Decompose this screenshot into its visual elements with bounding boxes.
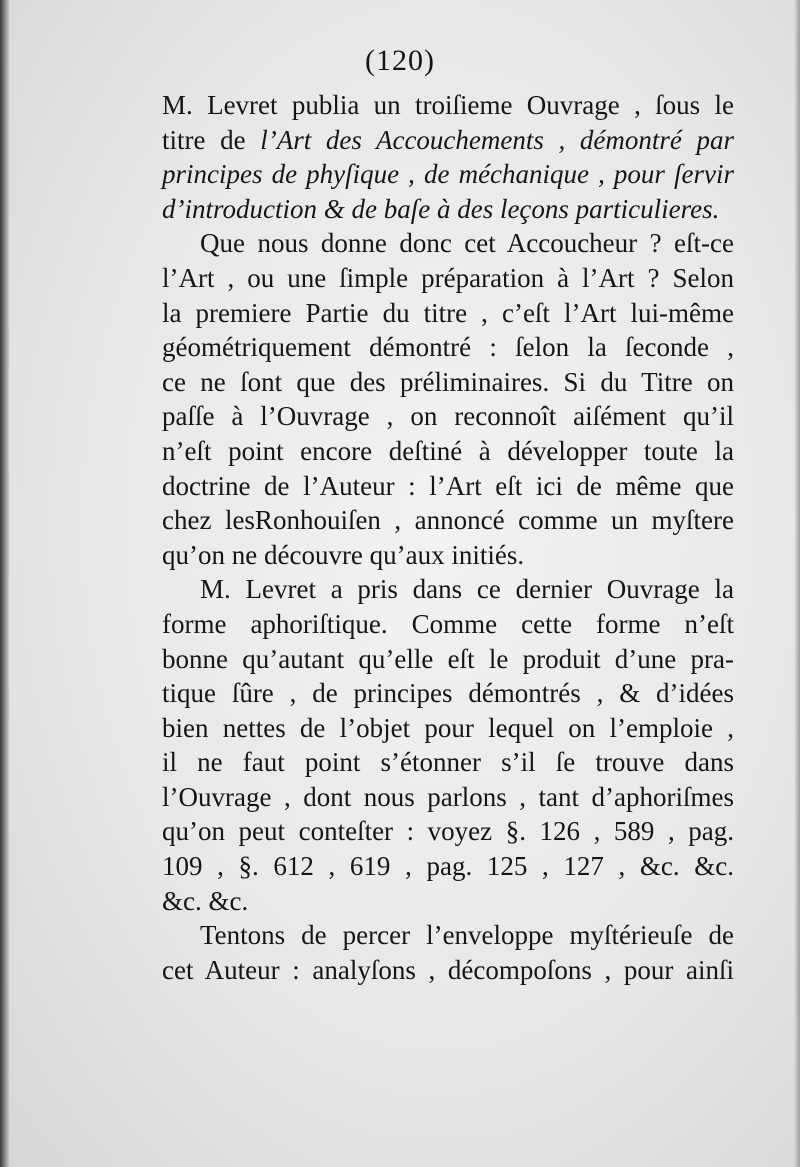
text-line: il ne faut point s’étonner s’il ſe trouve dans bbox=[162, 747, 734, 778]
text-line: &c. &c. bbox=[162, 885, 249, 916]
text-line: d’introduction & de baſe à des leçons particulieres. bbox=[162, 193, 720, 224]
page-number: (120) bbox=[365, 44, 435, 77]
text-line: tique ſûre , de principes démontrés , & d’idées bbox=[162, 678, 734, 709]
text-line: principes de phyſique , de méchanique , pour ſervir bbox=[162, 159, 734, 190]
text-line: n’eſt point encore deſtiné à développer toute la bbox=[162, 435, 734, 466]
text-line: qu’on ne découvre qu’aux initiés. bbox=[162, 539, 525, 570]
text-line: géométriquement démontré : ſelon la ſeconde , bbox=[162, 332, 734, 363]
text-line: doctrine de l’Auteur : l’Art eſt ici de même que bbox=[162, 470, 734, 501]
text-line: bonne qu’autant qu’elle eſt le produit d’une pra- bbox=[162, 643, 734, 674]
text-line: Que nous donne donc cet Accoucheur ? eſt-ce bbox=[200, 228, 734, 259]
text-line: l’Ouvrage , dont nous parlons , tant d’aphoriſmes bbox=[162, 781, 734, 812]
page-binding-shadow bbox=[0, 0, 10, 1167]
text-line: Tentons de percer l’enveloppe myſtérieuſe de bbox=[200, 920, 734, 951]
text-line: cet Auteur : analyſons , décompoſons , pour ainſi bbox=[162, 954, 734, 985]
text-line: la premiere Partie du titre , c’eſt l’Art lui-même bbox=[162, 297, 734, 328]
text-line: M. Levret publia un troiſieme Ouvrage , ſous le bbox=[162, 90, 734, 120]
text-line: paſſe à l’Ouvrage , on reconnoît aiſément qu’il bbox=[162, 401, 734, 432]
text-line: chez lesRonhouiſen , annoncé comme un myſtere bbox=[162, 505, 734, 536]
text-line: l’Art , ou une ſimple préparation à l’Art ? Selon bbox=[162, 262, 734, 293]
body-text bbox=[162, 88, 734, 987]
text-line: bien nettes de l’objet pour lequel on l’emploie , bbox=[162, 712, 734, 743]
page-edge bbox=[794, 0, 800, 1167]
text-line: titre de l’Art des Accouchements , démontré par bbox=[162, 124, 734, 155]
text-line: M. Levret a pris dans ce dernier Ouvrage la bbox=[200, 574, 734, 605]
text-line: 109 , §. 612 , 619 , pag. 125 , 127 , &c. &c. bbox=[162, 851, 734, 882]
text-line: qu’on peut conteſter : voyez §. 126 , 589 , pag. bbox=[162, 816, 734, 847]
text-line: ce ne ſont que des préliminaires. Si du Titre on bbox=[162, 366, 734, 397]
text-line: forme aphoriſtique. Comme cette forme n’eſt bbox=[162, 608, 734, 639]
